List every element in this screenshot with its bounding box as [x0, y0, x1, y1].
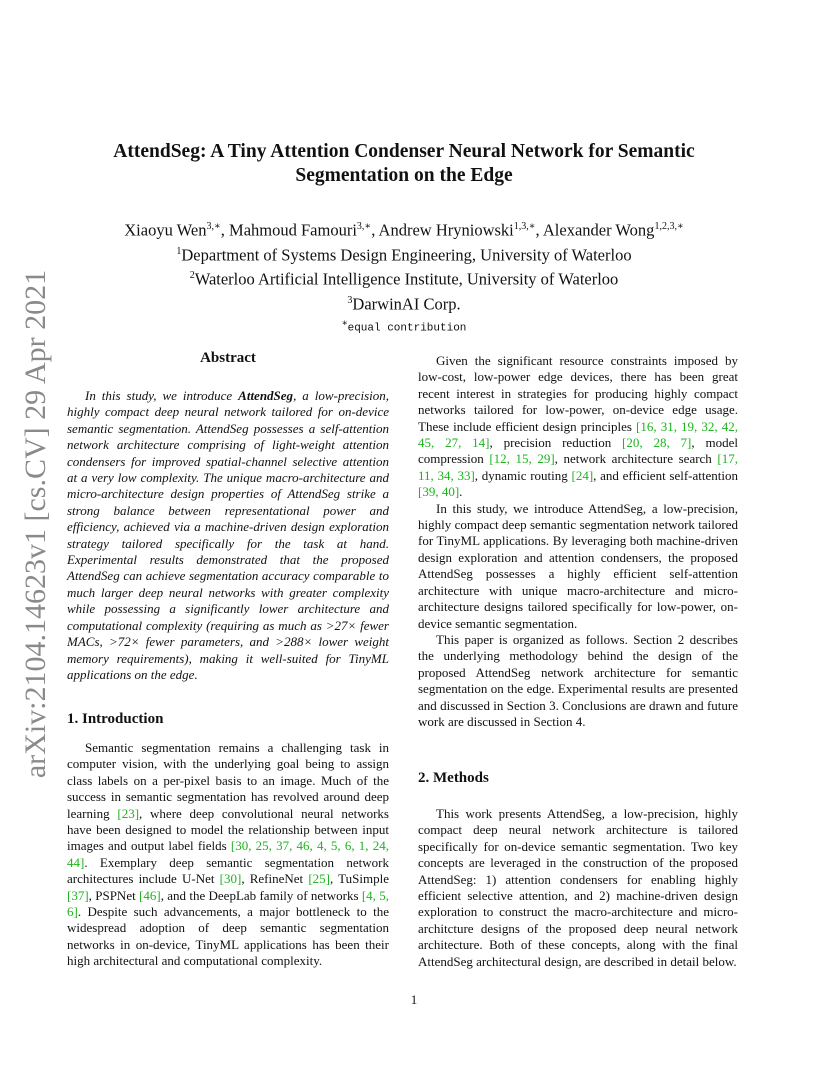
author-affiliation-marker: 3,∗ [356, 221, 372, 232]
citation-link[interactable]: [46] [139, 887, 161, 903]
introduction-body [67, 740, 389, 970]
intro-text: , PSPNet [88, 887, 140, 903]
intro-text: , RefineNet [241, 871, 309, 887]
affiliation-text: DarwinAI Corp. [352, 294, 461, 313]
paragraph: This paper is organized as follows. Section 2 describes the underlying methodology behind the design of the proposed AttendSeg network architecture for semantic segmentation on the edge. Experimental results are presented and discussed in Section 3. Conclusions are drawn and future work are discussed in Section 4. [418, 631, 738, 729]
affiliation [90, 290, 718, 315]
title-line-1: AttendSeg: A Tiny Attention Condenser Neural Network for Semantic [113, 141, 695, 162]
citation-link[interactable]: [39, 40] [418, 484, 460, 500]
title-line-2: Segmentation on the Edge [295, 165, 513, 186]
intro-text: , where deep convolutional neural networks have been designed to model the relationship between input images and output label fields [67, 805, 389, 854]
author-name: Xiaoyu Wen [124, 220, 207, 240]
paper-title [90, 140, 718, 188]
affiliation [90, 265, 718, 290]
equal-text: equal contribution [347, 322, 467, 335]
author-affiliation-marker: 3,∗ [206, 221, 221, 232]
citation-link[interactable]: [20, 28, 7] [622, 435, 692, 451]
affiliation-marker: 2 [189, 270, 195, 281]
author-affiliation-marker: 1,3,∗ [513, 221, 536, 232]
page-number: 1 [410, 992, 418, 1007]
citation-link[interactable]: [16, 31, 19, 32, 42, 45, 27, 14] [418, 418, 738, 451]
paragraph-text: . [459, 484, 463, 500]
paragraph-text: , model compression [418, 435, 738, 467]
intro-text: . Exemplary deep semantic segmentation network architectures include U-Net [67, 854, 389, 887]
section-heading-introduction: 1. Introduction [67, 711, 164, 727]
intro-text: , TuSimple [330, 871, 389, 887]
author-name: Alexander Wong [542, 220, 655, 240]
abstract-heading: Abstract [200, 350, 256, 366]
methods-body [418, 806, 738, 970]
equal-marker: ∗ [341, 319, 348, 330]
paragraph-text: , precision reduction [489, 435, 623, 451]
author-name: Andrew Hryniowski [378, 220, 514, 240]
arxiv-identifier: arXiv:2104.14623v1 [cs.CV] 29 Apr 2021 [19, 269, 52, 779]
abstract-text-start: In this study, we introduce [85, 388, 239, 403]
paragraph-text: , and efficient self-attention [593, 467, 738, 483]
citation-link[interactable]: [30, 25, 37, 46, 4, 5, 6, 1, 24, 44] [67, 838, 389, 870]
intro-text: , and the DeepLab family of networks [160, 887, 362, 903]
abstract-text-rest: , a low-precision, highly compact deep neural network tailored for on-device semantic segmentation. AttendSeg possesses a self-attention network architecture comprising of light-weight attention condensers for improved spatial-channel selective attention at a very low complexity. The unique macro-architecture and micro-architecture design properties of AttendSeg strike a strong balance between representational power and efficiency, achieved via a machine-driven design exploration strategy tailored specifically for the task at hand. Experimental results demonstrated that the proposed AttendSeg can achieve segmentation accuracy comparable to much larger deep neural networks with greater complexity while possessing a significantly lower architecture and computational complexity (requiring as much as >27× fewer MACs, >72× fewer parameters, and >288× lower weight memory requirements), making it well-suited for TinyML applications on the edge. [67, 388, 389, 682]
affiliation-text: Waterloo Artificial Intelligence Institute, University of Waterloo [194, 269, 619, 289]
paragraph-text: , network architecture search [554, 451, 718, 467]
abstract-body [67, 388, 389, 683]
paragraph-text: , dynamic routing [474, 467, 572, 483]
equal-contribution-note [90, 314, 718, 340]
affiliation [90, 241, 718, 266]
citation-link[interactable]: [4, 5, 6] [67, 887, 389, 920]
citation-link[interactable]: [37] [67, 887, 89, 903]
citation-link[interactable]: [23] [117, 805, 140, 821]
citation-link[interactable]: [25] [308, 871, 330, 887]
paragraph [418, 353, 738, 501]
citation-link[interactable]: [30] [219, 871, 242, 887]
author-name: Mahmoud Famouri [229, 220, 357, 240]
paragraph: This work presents AttendSeg, a low-precision, highly compact deep neural network architecture is tailored specifically for on-device semantic segmentation. Two key concepts are leveraged in the construction of the proposed AttendSeg: 1) attention condensers for enabling highly efficient selective attention, and 2) machine-driven design exploration to construct the macro-architecture and micro-architcture designs of the proposed deep neural network architecture. Both of these concepts, along with the final AttendSeg architectural design, are described in detail below. [418, 806, 738, 969]
abstract-model-name: AttendSeg [238, 388, 294, 403]
citation-link[interactable]: [12, 15, 29] [489, 451, 555, 467]
right-column-intro [418, 353, 738, 730]
affiliation-marker: 1 [176, 245, 182, 257]
author-block [90, 216, 718, 340]
intro-text: Semantic segmentation remains a challenging task in computer vision, with the underlying goal being to assign class labels on a per-pixel basis to an image. Much of the success in semantic segmentation has revolved around deep learning [67, 740, 389, 821]
paragraph: In this study, we introduce AttendSeg, a low-precision, highly compact deep semantic segmentation network tailored for TinyML applications. By leveraging both machine-driven design exploration and attention condensers, the proposed AttendSeg possesses a highly efficient self-attention architecture with unique macro-architecture and micro-architecture designs tailored specifically for low-power, on-device semantic segmentation. [418, 500, 738, 631]
affiliation-marker: 3 [347, 294, 353, 306]
affiliation-text: Department of Systems Design Engineering, University of Waterloo [181, 245, 632, 264]
intro-text: . Despite such advancements, a major bottleneck to the widespread adoption of deep semantic segmentation networks in on-device, TinyML applications has been their high architectural and computational complexity. [67, 904, 389, 969]
citation-link[interactable]: [17, 11, 34, 33] [418, 451, 738, 483]
paragraph-text: Given the significant resource constraints imposed by low-cost, low-power edge devices, there has been great recent interest in strategies for producing highly compact networks tailored for low-power, on-device edge usage. These include efficient design principles [418, 353, 738, 434]
citation-link[interactable]: [24] [571, 467, 594, 483]
author-affiliation-marker: 1,2,3,∗ [654, 221, 684, 232]
author-list: Xiaoyu Wen$^{3,∗}$, Mahmoud Famouri$^{3,∗}$, Andrew Hryniowski$^{1,3,∗}$, Alexander Wong$^{1,2,3,∗}$ [124, 220, 684, 240]
section-heading-methods: 2. Methods [418, 770, 489, 786]
